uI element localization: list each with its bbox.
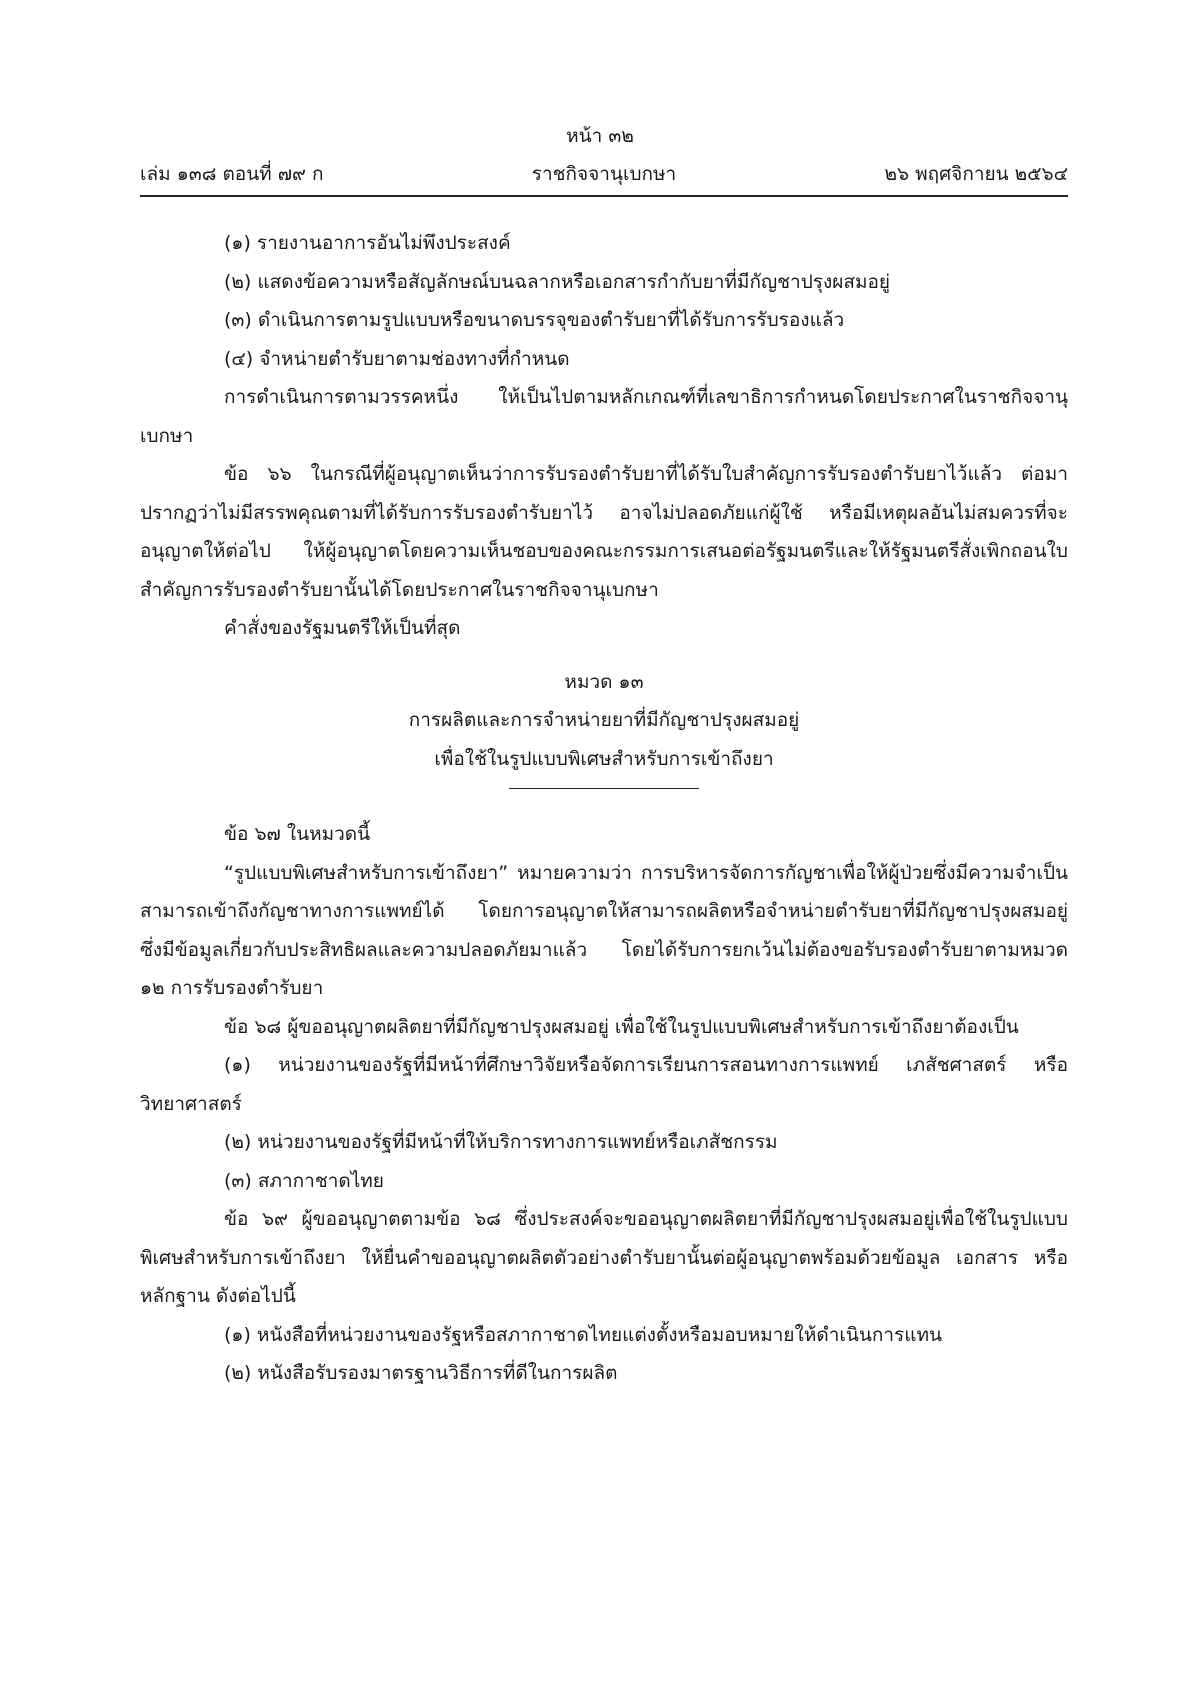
paragraph: คำสั่งของรัฐมนตรีให้เป็นที่สุด	[224, 617, 461, 639]
running-header	[140, 160, 1068, 188]
publication-date: ๒๖ พฤศจิกายน ๒๕๖๔	[884, 163, 1068, 185]
article-67: ข้อ ๖๗ ในหมวดนี้	[224, 823, 371, 845]
article-69: ข้อ ๖๙ ผู้ขออนุญาตตามข้อ ๖๘ ซึ่งประสงค์จะขออนุญาตผลิตยาที่มีกัญชาปรุงผสมอยู่เพื่อใช้ในรูปแบบพิเศษสำหรับการเข้าถึงยา ให้ยื่นคำขออนุญาตผลิตตัวอย่างตำรับยานั้นต่อผู้อนุญาตพร้อมด้วยข้อมูล เอกสาร หรือหลักฐาน ดังต่อไปนี้	[140, 1208, 1068, 1307]
list-item: (๓) สภากาชาดไทย	[224, 1169, 384, 1192]
definition: “รูปแบบพิเศษสำหรับการเข้าถึงยา” หมายความว่า การบริหารจัดการกัญชาเพื่อให้ผู้ป่วยซึ่งมีความจำเป็นสามารถเข้าถึงกัญชาทางการแพทย์ได้ โดยการอนุญาตให้สามารถผลิตหรือจำหน่ายตำรับยาที่มีกัญชาปรุงผสมอยู่ ซึ่งมีข้อมูลเกี่ยวกับประสิทธิผลและความปลอดภัยมาแล้ว โดยได้รับการยกเว้นไม่ต้องขอรับรองตำรับยาตามหมวด ๑๒ การรับรองตำรับยา	[140, 861, 1068, 999]
list-item: (๒) หนังสือรับรองมาตรฐานวิธีการที่ดีในการผลิต	[224, 1362, 618, 1384]
publication-name: ราชกิจจานุเบกษา	[531, 163, 677, 185]
list-item: (๓) ดำเนินการตามรูปแบบหรือขนาดบรรจุของตำรับยาที่ได้รับการรับรองแล้ว	[224, 309, 845, 331]
list-item: (๑) หน่วยงานของรัฐที่มีหน้าที่ศึกษาวิจัยหรือจัดการเรียนการสอนทางการแพทย์ เภสัชศาสตร์ หรือวิทยาศาสตร์	[140, 1054, 1068, 1115]
volume-issue: เล่ม ๑๓๘ ตอนที่ ๗๙ ก	[140, 163, 324, 185]
list-item: (๒) หน่วยงานของรัฐที่มีหน้าที่ให้บริการทางการแพทย์หรือเภสัชกรรม	[224, 1131, 778, 1153]
document-body	[140, 224, 1068, 1393]
chapter-divider	[509, 788, 699, 789]
article-68: ข้อ ๖๘ ผู้ขออนุญาตผลิตยาที่มีกัญชาปรุงผสมอยู่ เพื่อใช้ในรูปแบบพิเศษสำหรับการเข้าถึงยาต้องเป็น	[224, 1015, 1019, 1038]
chapter-title: การผลิตและการจำหน่ายยาที่มีกัญชาปรุงผสมอยู่	[408, 709, 800, 731]
list-item: (๒) แสดงข้อความหรือสัญลักษณ์บนฉลากหรือเอกสารกำกับยาที่มีกัญชาปรุงผสมอยู่	[224, 270, 891, 293]
list-item: (๑) รายงานอาการอันไม่พึงประสงค์	[224, 232, 511, 254]
paragraph: การดำเนินการตามวรรคหนึ่ง ให้เป็นไปตามหลักเกณฑ์ที่เลขาธิการกำหนดโดยประกาศในราชกิจจานุเบกษา	[140, 386, 1068, 447]
list-item: (๑) หนังสือที่หน่วยงานของรัฐหรือสภากาชาดไทยแต่งตั้งหรือมอบหมายให้ดำเนินการแทน	[224, 1323, 942, 1346]
article-66: ข้อ ๖๖ ในกรณีที่ผู้อนุญาตเห็นว่าการรับรองตำรับยาที่ได้รับใบสำคัญการรับรองตำรับยาไว้แล้ว ต่อมาปรากฏว่าไม่มีสรรพคุณตามที่ได้รับการรับรองตำรับยาไว้ อาจไม่ปลอดภัยแก่ผู้ใช้ หรือมีเหตุผลอันไม่สมควรที่จะอนุญาตให้ต่อไป ให้ผู้อนุญาตโดยความเห็นชอบของคณะกรรมการเสนอต่อรัฐมนตรีและให้รัฐมนตรีสั่งเพิกถอนใบสำคัญการรับรองตำรับยานั้นได้โดยประกาศในราชกิจจานุเบกษา	[140, 463, 1068, 601]
list-item: (๔) จำหน่ายตำรับยาตามช่องทางที่กำหนด	[224, 347, 570, 370]
page-number: หน้า ๓๒	[566, 125, 634, 147]
chapter-title: เพื่อใช้ในรูปแบบพิเศษสำหรับการเข้าถึงยา	[434, 747, 774, 770]
header-rule	[140, 195, 1068, 197]
chapter-number: หมวด ๑๓	[564, 670, 644, 693]
